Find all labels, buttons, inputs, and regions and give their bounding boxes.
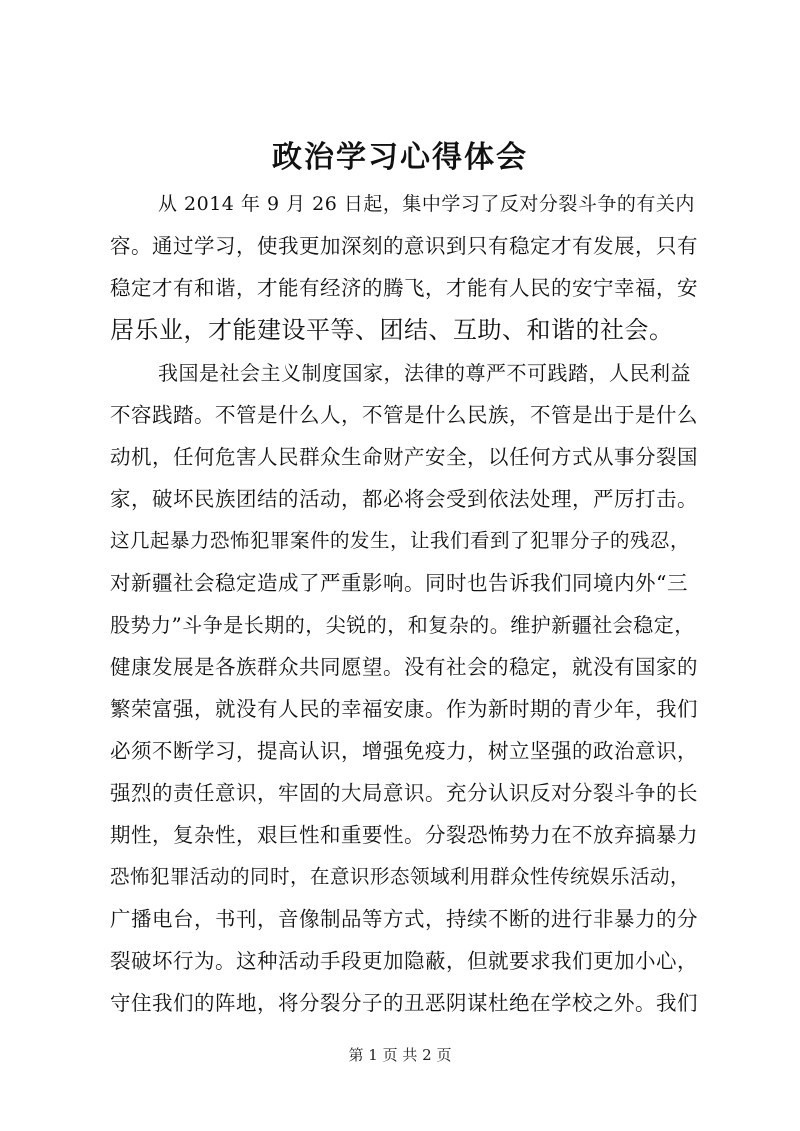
paragraph-1-line: 居乐业，才能建设平等、团结、互助、和谐的社会。 bbox=[110, 316, 674, 344]
paragraph-2-line: 对新疆社会稳定造成了严重影响。同时也告诉我们同境内外“三 bbox=[110, 571, 688, 595]
paragraph-2-line: 必须不断学习，提高认识，增强免疫力，树立坚强的政治意识， bbox=[110, 739, 698, 763]
paragraph-2-line: 我国是社会主义制度国家，法律的尊严不可践踏，人民利益 bbox=[158, 361, 691, 385]
paragraph-2-line: 守住我们的阵地，将分裂分子的丑恶阴谋杜绝在学校之外。我们 bbox=[110, 991, 698, 1015]
paragraph-1-line: 从 2014 年 9 月 26 日起，集中学习了反对分裂斗争的有关内 bbox=[158, 193, 695, 215]
paragraph-2-line: 繁荣富强，就没有人民的幸福安康。作为新时期的青少年，我们 bbox=[110, 697, 698, 721]
paragraph-1-line: 稳定才有和谐，才能有经济的腾飞，才能有人民的安宁幸福，安 bbox=[110, 276, 698, 300]
paragraph-2-line: 广播电台，书刊，音像制品等方式，持续不断的进行非暴力的分 bbox=[110, 907, 698, 931]
paragraph-2-line: 动机，任何危害人民群众生命财产安全，以任何方式从事分裂国 bbox=[110, 445, 698, 469]
paragraph-2-line: 强烈的责任意识，牢固的大局意识。充分认识反对分裂斗争的长 bbox=[110, 781, 698, 805]
paragraph-1-line: 容。通过学习，使我更加深刻的意识到只有稳定才有发展，只有 bbox=[110, 234, 698, 258]
document-title: 政治学习心得体会 bbox=[272, 140, 528, 175]
paragraph-2-line: 不容践踏。不管是什么人，不管是什么民族，不管是出于是什么 bbox=[110, 403, 698, 427]
paragraph-2-line: 恐怖犯罪活动的同时，在意识形态领域利用群众性传统娱乐活动， bbox=[110, 865, 691, 888]
paragraph-2-line: 股势力”斗争是长期的，尖锐的，和复杂的。维护新疆社会稳定， bbox=[110, 613, 695, 637]
paragraph-2-line: 健康发展是各族群众共同愿望。没有社会的稳定，就没有国家的 bbox=[110, 655, 698, 679]
paragraph-2-line: 期性，复杂性，艰巨性和重要性。分裂恐怖势力在不放弃搞暴力 bbox=[110, 823, 698, 847]
paragraph-2-line: 家，破坏民族团结的活动，都必将会受到依法处理，严厉打击。 bbox=[110, 487, 698, 511]
paragraph-2-line: 裂破坏行为。这种活动手段更加隐蔽，但就要求我们更加小心， bbox=[110, 949, 698, 973]
page-footer: 第 1 页 共 2 页 bbox=[348, 1046, 452, 1064]
paragraph-2-line: 这几起暴力恐怖犯罪案件的发生，让我们看到了犯罪分子的残忍， bbox=[110, 529, 691, 552]
